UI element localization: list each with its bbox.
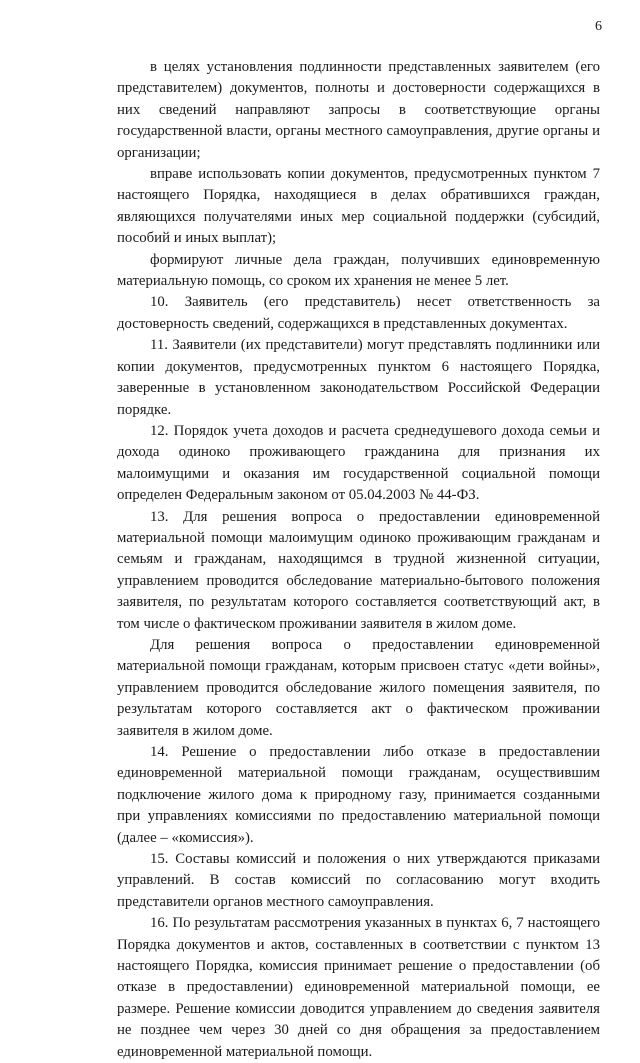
paragraph: 14. Решение о предоставлении либо отказе в предоставлении единовременной материальной помощи гражданам, осуществившим подключение жилого дома к природному газу, принимается созданными при управлениях комиссиями по предоставлению материальной помощи (далее – «комиссия»). — [117, 744, 600, 846]
paragraph: 11. Заявители (их представители) могут представлять подлинники или копии документов, предусмотренных пунктом 6 настоящего Порядка, заверенные в установленном законодательством Российской Федерации порядке. — [117, 337, 600, 418]
paragraph: вправе использовать копии документов, предусмотренных пунктом 7 настоящего Порядка, находящиеся в делах обратившихся граждан, являющихся получателями иных мер социальной поддержки (субсидий, пособий и иных выплат); — [117, 166, 600, 247]
paragraph: в целях установления подлинности представленных заявителем (его представителем) документов, полноты и достоверности содержащихся в них сведений направляют запросы в соответствующие органы государственной власти, органы местного самоуправления, другие органы и организации; — [117, 59, 600, 161]
paragraph: 13. Для решения вопроса о предоставлении единовременной материальной помощи малоимущим одиноко проживающим гражданам и семьям и гражданам, находящимся в трудной жизненной ситуации, управлением проводится обследование материально-бытового положения заявителя, по результатам которого составляется соответствующий акт, в том числе о фактическом проживании заявителя в жилом доме. — [117, 508, 600, 632]
page-number: 6 — [595, 19, 602, 34]
document-body — [117, 57, 600, 1063]
paragraph: 10. Заявитель (его представитель) несет ответственность за достоверность сведений, содержащихся в представленных документах. — [117, 294, 600, 332]
paragraph: формируют личные дела граждан, получивших единовременную материальную помощь, со сроком их хранения не менее 5 лет. — [117, 251, 600, 290]
paragraph: Для решения вопроса о предоставлении единовременной материальной помощи гражданам, которым присвоен статус «дети войны», управлением проводится обследование жилого помещения заявителя, по результатам которого составляется акт о фактическом проживании заявителя в жилом доме. — [117, 636, 600, 739]
paragraph: 15. Составы комиссий и положения о них утверждаются приказами управлений. В состав комиссий по согласованию могут входить представители органов местного самоуправления. — [117, 851, 600, 910]
paragraph: 16. По результатам рассмотрения указанных в пунктах 6, 7 настоящего Порядка документов и актов, составленных в соответствии с пунктом 13 настоящего Порядка, комиссия принимает решение о предоставлении (об отказе в предоставлении) единовременной материальной помощи, ее размере. Решение комиссии доводится управлением до сведения заявителя не позднее чем через 30 дней со дня обращения за предоставлением единовременной материальной помощи. — [117, 915, 600, 1060]
paragraph: 12. Порядок учета доходов и расчета среднедушевого дохода семьи и дохода одиноко проживающего гражданина для признания их малоимущими и оказания им государственной социальной помощи определен Федеральным законом от 05.04.2003 № 44-ФЗ. — [117, 422, 600, 504]
